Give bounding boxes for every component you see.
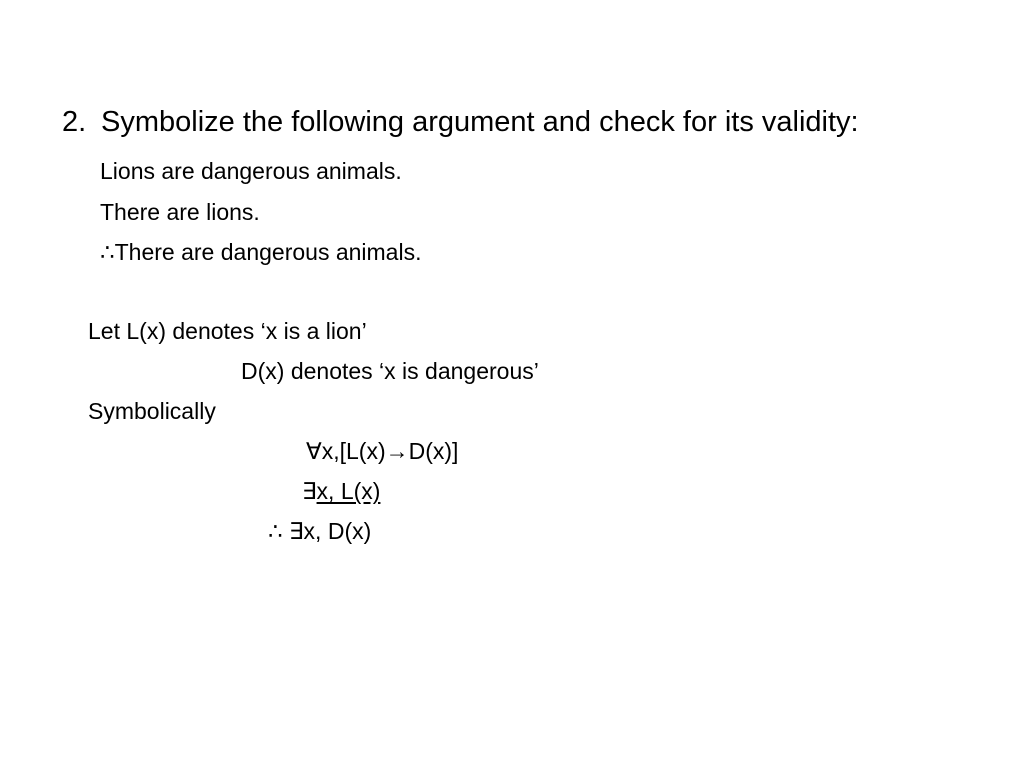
argument-premise-2: There are lions.	[100, 199, 260, 225]
exists-symbol: ∃	[302, 478, 317, 504]
symbolic-premise-2	[302, 480, 380, 503]
question-text: Symbolize the following argument and check for its validity:	[101, 106, 859, 138]
definition-lion: Let L(x) denotes ‘x is a lion’	[88, 318, 367, 344]
definition-dangerous: D(x) denotes ‘x is dangerous’	[241, 358, 539, 384]
question-number: 2.	[62, 106, 87, 138]
symbolic-premise-1: ∀x,[L(x)→D(x)]	[306, 438, 459, 464]
symbolic-heading: Symbolically	[88, 398, 216, 424]
argument-conclusion: ∴There are dangerous animals.	[100, 239, 422, 265]
symbolic-conclusion: ∴ ∃x, D(x)	[268, 518, 372, 544]
argument-premise-1: Lions are dangerous animals.	[100, 158, 402, 184]
symbolic-premise-2-text: x, L(x)	[316, 478, 381, 504]
